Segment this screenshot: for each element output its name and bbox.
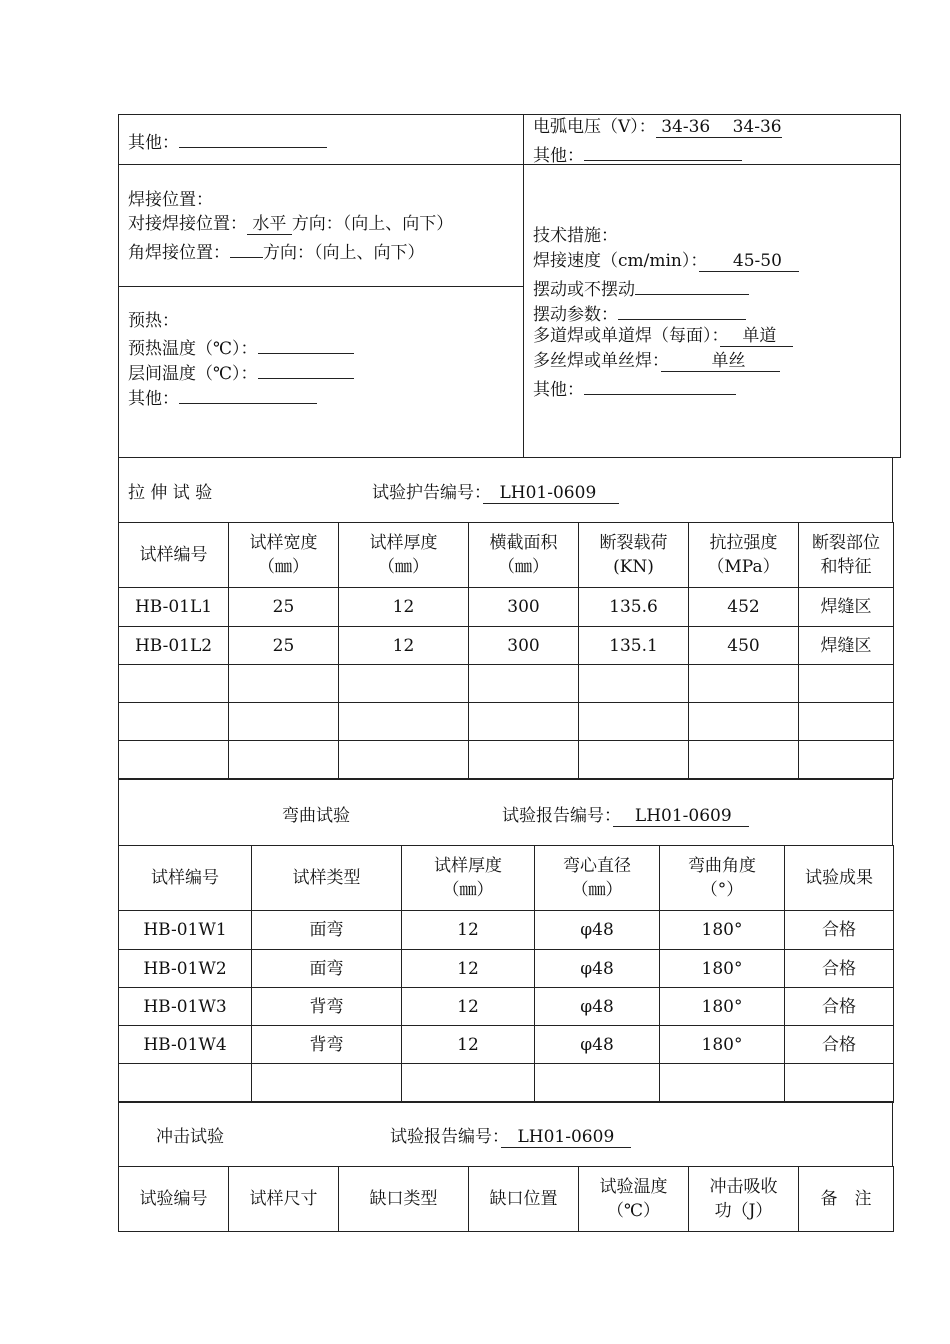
table-cell	[469, 741, 579, 779]
header-cell: 缺口类型	[339, 1167, 469, 1232]
table-cell	[229, 741, 339, 779]
table-cell: 12	[402, 1026, 535, 1064]
top-right-other	[533, 140, 742, 169]
pass-label: 多道焊或单道焊（每面）：	[533, 326, 720, 346]
header-cell: 弯心直径 （㎜）	[535, 846, 660, 911]
table-cell: φ48	[535, 1026, 660, 1064]
table-cell: 12	[339, 588, 469, 627]
table-row	[119, 950, 894, 988]
header-cell: 试样编号	[119, 523, 229, 588]
table-cell	[229, 703, 339, 741]
table-cell: 合格	[785, 988, 894, 1026]
header-cell: 试样编号	[119, 846, 252, 911]
table-cell	[119, 1064, 252, 1103]
preheat-temp-blank	[258, 333, 354, 354]
wire-line	[533, 349, 780, 374]
table-cell	[339, 703, 469, 741]
header-cell: 横截面积 （㎜）	[469, 523, 579, 588]
header-cell: 试验成果	[785, 846, 894, 911]
table-cell: HB-01W4	[119, 1026, 252, 1064]
table-row	[119, 988, 894, 1026]
table-cell: 合格	[785, 1026, 894, 1064]
header-cell: 断裂载荷 (KN)	[579, 523, 689, 588]
butt-value: 水平	[247, 214, 292, 235]
table-cell: HB-01W2	[119, 950, 252, 988]
fillet-blank	[230, 237, 263, 258]
table-row	[119, 911, 894, 950]
table-cell	[469, 665, 579, 703]
header-cell: 试验编号	[119, 1167, 229, 1232]
pass-value: 单道	[720, 326, 793, 347]
table-cell: HB-01L1	[119, 588, 229, 627]
table-row	[119, 1064, 894, 1103]
impact-title: 冲击试验	[156, 1127, 224, 1147]
report-number: LH01-0609	[501, 1127, 632, 1148]
table-cell: 12	[402, 950, 535, 988]
table-cell: 25	[229, 627, 339, 665]
table-cell: φ48	[535, 988, 660, 1026]
arc-voltage-line	[533, 115, 782, 140]
direction-label: 方向：（向上、向下）	[291, 214, 454, 234]
fillet-label: 角焊接位置：	[128, 243, 230, 263]
table-cell: 450	[689, 627, 799, 665]
butt-position-line	[128, 212, 453, 237]
other-label: 其他：	[533, 146, 584, 166]
table-row	[119, 741, 894, 779]
bend-table	[118, 845, 894, 1103]
bend-report-line	[502, 801, 749, 826]
other-label: 其他：	[128, 133, 179, 153]
table-cell	[339, 665, 469, 703]
header-cell: 试样尺寸	[229, 1167, 339, 1232]
impact-table	[118, 1166, 894, 1232]
table-cell	[689, 665, 799, 703]
table-cell: 背弯	[252, 988, 402, 1026]
header-cell: 抗拉强度 （MPa）	[689, 523, 799, 588]
wire-value: 单丝	[661, 351, 780, 372]
table-row	[119, 665, 894, 703]
report-label: 试验报告编号：	[502, 806, 613, 826]
header-cell: 弯曲角度 （°）	[660, 846, 785, 911]
interpass-temp-blank	[258, 358, 354, 379]
table-cell: HB-01L2	[119, 627, 229, 665]
impact-header-row	[119, 1167, 894, 1232]
weave-params-blank	[618, 299, 746, 320]
position-title: 焊接位置：	[128, 190, 213, 210]
table-cell	[402, 1064, 535, 1103]
table-cell: 25	[229, 588, 339, 627]
other-label: 其他：	[128, 389, 179, 409]
other-label: 其他：	[533, 380, 584, 400]
table-cell	[119, 665, 229, 703]
other-blank	[584, 374, 736, 395]
table-cell: 焊缝区	[799, 627, 894, 665]
table-cell	[660, 1064, 785, 1103]
wire-label: 多丝焊或单丝焊：	[533, 351, 661, 371]
table-cell: 180°	[660, 988, 785, 1026]
table-row	[119, 627, 894, 665]
preheat-other-line	[128, 383, 317, 412]
header-cell: 试样类型	[252, 846, 402, 911]
weave-params-label: 摆动参数：	[533, 305, 618, 325]
table-cell: 300	[469, 627, 579, 665]
table-cell	[689, 703, 799, 741]
weave-blank	[635, 274, 749, 295]
table-cell	[252, 1064, 402, 1103]
report-label: 试验报告编号：	[390, 1127, 501, 1147]
table-cell: φ48	[535, 950, 660, 988]
pass-line	[533, 324, 793, 349]
table-cell: 合格	[785, 911, 894, 950]
table-cell	[535, 1064, 660, 1103]
table-cell: 12	[402, 988, 535, 1026]
tensile-table	[118, 522, 894, 779]
header-cell: 试样厚度 （㎜）	[402, 846, 535, 911]
table-cell: 135.6	[579, 588, 689, 627]
table-cell: 180°	[660, 1026, 785, 1064]
fillet-position-line	[128, 237, 425, 266]
interpass-temp-label: 层间温度（℃）：	[128, 364, 258, 384]
header-cell: 缺口位置	[469, 1167, 579, 1232]
table-cell: 12	[339, 627, 469, 665]
weave-label: 摆动或不摆动	[533, 280, 635, 300]
top-left-other	[128, 127, 327, 156]
report-label: 试验护告编号：	[372, 483, 483, 503]
table-cell: 焊缝区	[799, 588, 894, 627]
header-cell: 试样宽度 （㎜）	[229, 523, 339, 588]
other-blank	[179, 127, 327, 148]
table-cell: 180°	[660, 911, 785, 950]
butt-label: 对接焊接位置：	[128, 214, 247, 234]
table-cell	[799, 665, 894, 703]
table-row	[119, 703, 894, 741]
fillet-direction-label: 方向：（向上、向下）	[263, 243, 425, 263]
technique-other-line	[533, 374, 736, 403]
speed-label: 焊接速度（cm/min）：	[533, 251, 699, 271]
table-cell	[785, 1064, 894, 1103]
table-cell: 135.1	[579, 627, 689, 665]
other-blank	[179, 383, 317, 404]
table-cell: 452	[689, 588, 799, 627]
speed-line	[533, 249, 799, 274]
bend-title: 弯曲试验	[282, 806, 350, 826]
table-row	[119, 1026, 894, 1064]
table-cell: HB-01W3	[119, 988, 252, 1026]
table-cell: 180°	[660, 950, 785, 988]
table-row	[119, 588, 894, 627]
header-cell: 冲击吸收 功（J）	[689, 1167, 799, 1232]
header-cell: 备 注	[799, 1167, 894, 1232]
technique-title: 技术措施：	[533, 226, 618, 246]
table-cell	[689, 741, 799, 779]
table-cell	[119, 741, 229, 779]
tensile-report-line	[372, 478, 619, 503]
report-number: LH01-0609	[613, 806, 749, 827]
table-cell: 12	[402, 911, 535, 950]
table-cell	[579, 703, 689, 741]
bend-header-row	[119, 846, 894, 911]
table-cell: 合格	[785, 950, 894, 988]
table-cell: 300	[469, 588, 579, 627]
header-cell: 断裂部位 和特征	[799, 523, 894, 588]
table-cell	[119, 703, 229, 741]
table-cell: 面弯	[252, 911, 402, 950]
preheat-title: 预热：	[128, 311, 179, 331]
table-cell	[229, 665, 339, 703]
table-cell: φ48	[535, 911, 660, 950]
preheat-temp-label: 预热温度（℃）：	[128, 339, 258, 359]
table-cell	[799, 703, 894, 741]
report-number: LH01-0609	[483, 483, 619, 504]
table-cell: HB-01W1	[119, 911, 252, 950]
impact-report-line	[390, 1122, 631, 1147]
tensile-title: 拉 伸 试 验	[128, 483, 213, 503]
arc-voltage-value: 34-36 34-36	[656, 117, 782, 138]
table-cell	[339, 741, 469, 779]
table-cell	[579, 665, 689, 703]
table-cell	[799, 741, 894, 779]
arc-voltage-label: 电弧电压（V）：	[533, 117, 656, 137]
other-blank	[584, 140, 742, 161]
table-cell	[579, 741, 689, 779]
header-cell: 试样厚度 （㎜）	[339, 523, 469, 588]
tensile-header-row	[119, 523, 894, 588]
table-cell: 背弯	[252, 1026, 402, 1064]
speed-value: 45-50	[699, 251, 799, 272]
table-cell	[469, 703, 579, 741]
header-cell: 试验温度 （℃）	[579, 1167, 689, 1232]
table-cell: 面弯	[252, 950, 402, 988]
